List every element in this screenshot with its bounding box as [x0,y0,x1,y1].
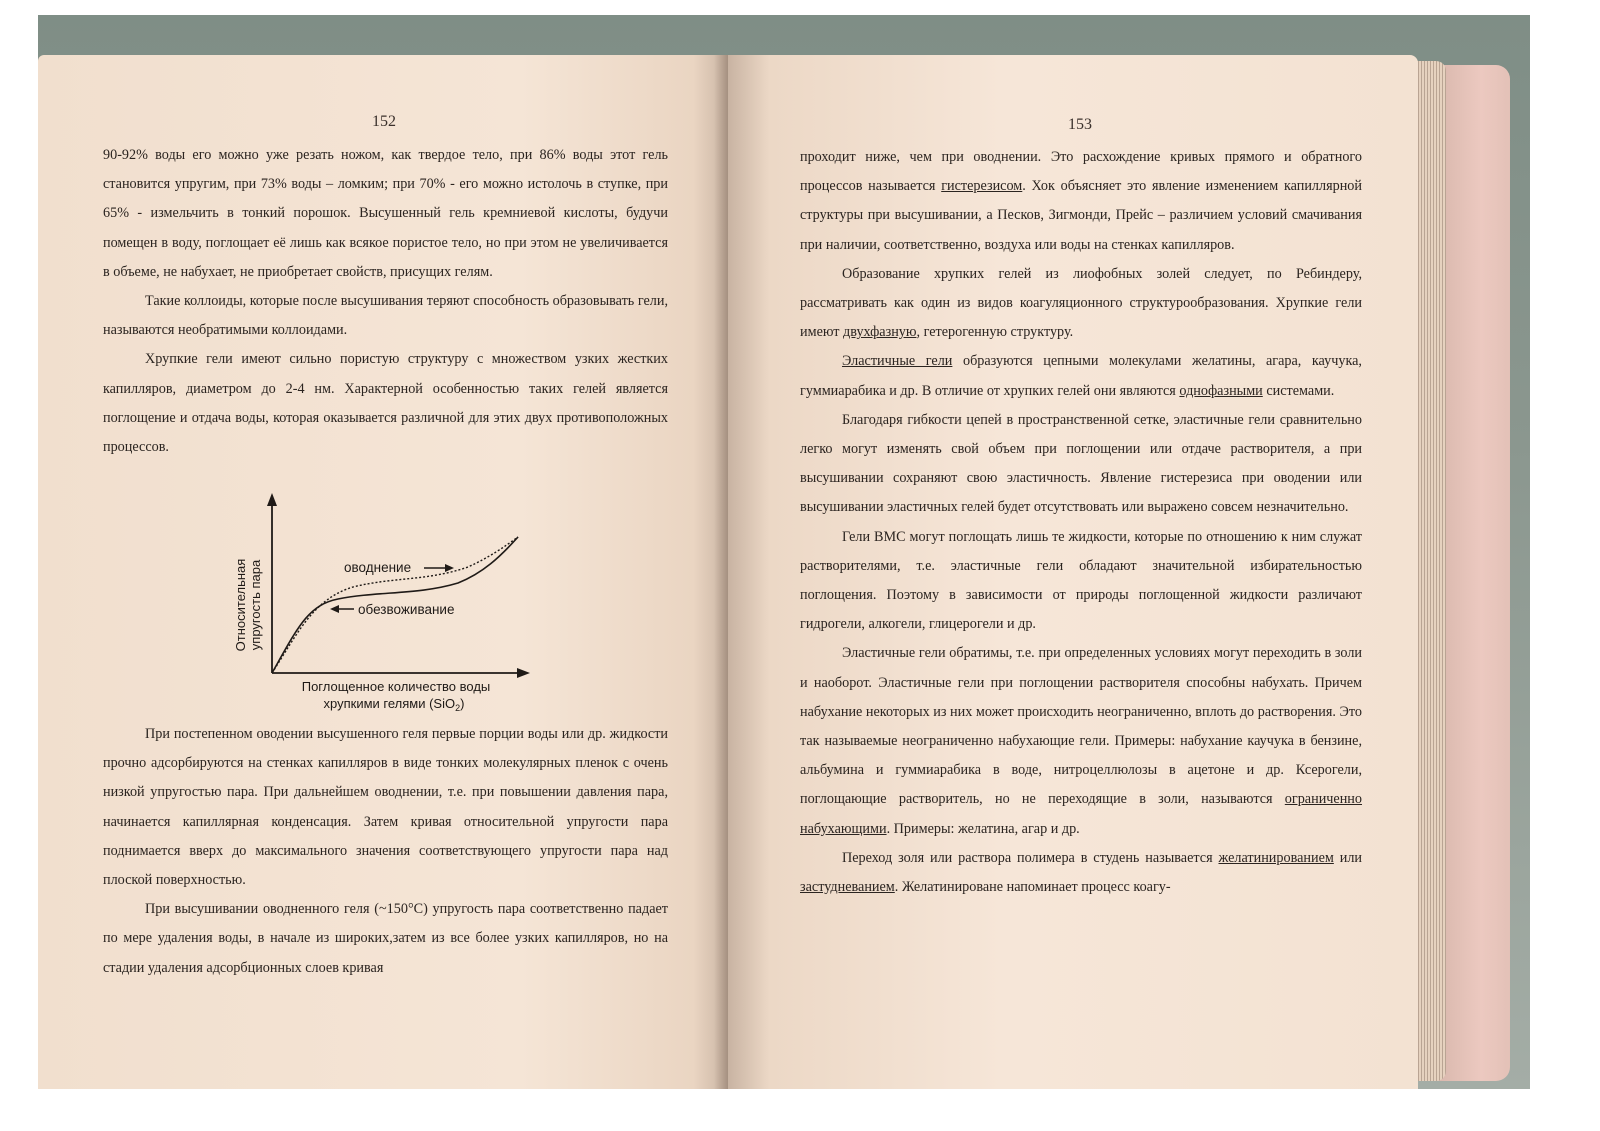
open-book [38,55,1518,1089]
back-cover [1438,65,1510,1081]
left-text-top [103,141,668,462]
hydration-arrowhead [445,564,454,572]
dehydration-label: обезвоживание [358,602,455,617]
right-page [728,55,1418,1089]
paragraph: Благодаря гибкости цепей в пространственной сетке, эластичные гели сравнительно легко могут изменять свой объем при поглощении или отдаче растворителя, а при высушивании сохраняют свою эластичность. Явление гистерезиса при оводении или высушивании эластичных гелей будет отсутствовать или выражено совсем незначительно. [800,411,1362,516]
x-axis-label-line2: хрупкими гелями (SiO$_2$) [323,696,465,713]
term-gelation: желатинированием [1218,849,1334,866]
paragraph: 90-92% воды его можно уже резать ножом, как твердое тело, при 86% воды этот гель становится упругим, при 73% воды – ломким; при 70% - его можно истолочь в ступке, при 65% - измельчить в тонкий порошок. Высушенный гель кремниевой кислоты, будучи помещен в воду, поглощает её лишь как всякое пористое тело, но при этом не увеличивается в объеме, не набухает, не приобретает свойств, присущих гелям. [103,147,668,280]
paragraph: Хрупкие гели имеют сильно пористую структуру с множеством узких жестких капилляров, диаметром до 2-4 нм. Характерной особенностью таких гелей является поглощение и отдача воды, которая оказывается различной для этих двух противоположных процессов. [103,351,668,456]
paragraph: При постепенном оводении высушенного геля первые порции воды или др. жидкости прочно адсорбируются на стенках капилляров в виде тонких молекулярных пленок с очень низкой упругостью пара. При дальнейшем оводнении, т.е. при повышении давления пара, начинается капиллярная конденсация. Затем кривая относительной упругости пара поднимается вверх до максимального значения соответствующего упругости пара над плоской поверхностью. [103,726,668,889]
left-page [38,55,728,1089]
y-axis-label-line2: упругость пара [248,559,263,651]
term-limited-swelling: ограниченно набухающими [800,791,1362,837]
paragraph: Переход золя или раствора полимера в студень называется желатинированием или застудневанием. Желатинироване напоминает процесс коагу- [800,849,1362,896]
y-axis-label-line1: Относительная [233,558,248,652]
paragraph: При высушивании оводненного геля (~150°С) упругость пара соответственно падает по мере удаления воды, в начале из широких,затем из все более узких капилляров, но на стадии удаления адсорбционных слоев кривая [103,901,668,976]
paragraph: Такие коллоиды, которые после высушивания теряют способность образовывать гели, называются необратимыми коллоидами. [103,293,668,339]
term-hysteresis: гистерезисом [941,178,1023,195]
paragraph: Гели ВМС могут поглощать лишь те жидкости, которые по отношению к ним служат растворителями, т.е. эластичные гели обладают значительной избирательностью поглощения. Поэтому в зависимости от природы поглощенной жидкости различают гидрогели, алкогели, глицерогели и др. [800,528,1362,633]
x-axis-arrow [517,668,530,678]
paragraph: Эластичные гели обратимы, т.е. при определенных условиях могут переходить в золи и наоборот. Эластичные гели при поглощении растворителя способны набухать. Причем набухание некоторых из них может происходить неограниченно, вплоть до растворения. Это так называемые неограниченно набухающие гели. Примеры: набухание каучука в бензине, альбумина и гуммиарабика в воде, нитроцеллюлозы в ацетоне и др. Ксерогели, поглощающие растворитель, но не переходящие в золи, называются ограниченно набухающими. Примеры: желатина, агар и др. [800,645,1362,837]
term-elastic-gels: Эластичные гели [842,353,953,370]
page-number: 153 [1068,116,1092,133]
dehydration-arrowhead [330,605,339,613]
paragraph: проходит ниже, чем при оводнении. Это расхождение кривых прямого и обратного процессов называется гистерезисом. Хок объясняет это явление изменением капиллярной структуры при высушивании, а Песков, Зигмонди, Прейс – различием условий смачивания при наличии, соответственно, воздуха или воды на стенках капилляров. [800,149,1362,253]
y-axis-arrow [267,493,277,506]
x-axis-label-line1: Поглощенное количество воды [301,679,491,694]
paragraph: Эластичные гели образуются цепными молекулами желатины, агара, каучука, гуммиарабика и др. В отличие от хрупких гелей они являются однофазными системами. [800,353,1362,399]
term-jellification: застудневанием [800,879,895,896]
page-edges [1416,61,1446,1081]
right-text [800,143,1362,902]
page-number: 152 [372,113,396,130]
hydration-label: оводнение [344,560,412,575]
term-single-phase: однофазными [1179,382,1263,399]
term-two-phase: двухфазную [843,324,917,341]
paragraph: Образование хрупких гелей из лиофобных золей следует, по Ребиндеру, рассматривать как один из видов коагуляционного структурообразования. Хрупкие гели имеют двухфазную, гетерогенную структуру. [800,265,1362,341]
left-text-bottom [103,720,668,983]
hysteresis-figure [228,487,548,722]
